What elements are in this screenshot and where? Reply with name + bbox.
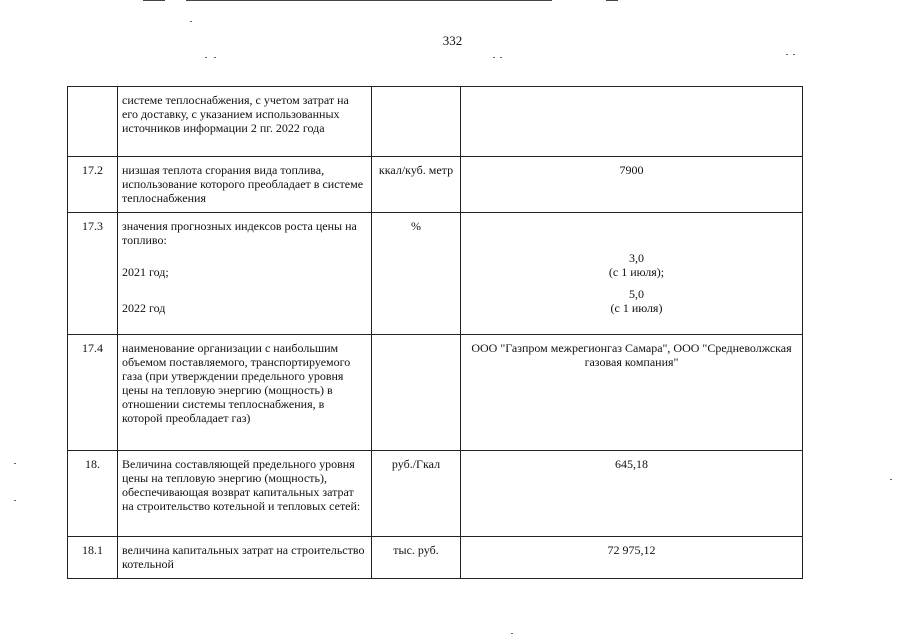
row-unit: % <box>372 213 461 335</box>
top-rule-center <box>186 0 552 1</box>
table-row <box>68 87 803 157</box>
row-unit <box>372 87 461 157</box>
spacer <box>122 247 367 265</box>
year-label: 2021 год; <box>122 265 169 279</box>
row-description <box>118 213 372 335</box>
scan-speck <box>214 57 216 58</box>
row-value <box>461 213 803 335</box>
top-rule-right <box>606 0 618 1</box>
index-note: (с 1 июля); <box>608 265 665 279</box>
page-number: 332 <box>442 33 463 48</box>
row-unit: руб./Гкал <box>372 451 461 537</box>
row-description-main: значения прогнозных индексов роста цены на топливо: <box>122 219 357 247</box>
row-value: 7900 <box>461 157 803 213</box>
row-description: системе теплоснабжения, с учетом затрат на его доставку, с указанием использованных источников информации 2 пг. 2022 года <box>118 87 372 157</box>
row-value: 645,18 <box>461 451 803 537</box>
top-rule-left <box>143 0 165 1</box>
row-number <box>68 87 118 157</box>
scan-speck <box>190 21 192 22</box>
scan-speck <box>793 54 795 55</box>
row-unit <box>372 335 461 451</box>
table-row <box>68 537 803 579</box>
scan-speck <box>511 633 513 634</box>
row-value: 72 975,12 <box>461 537 803 579</box>
spacer <box>122 279 367 301</box>
row-value: ООО "Газпром межрегионгаз Самара", ООО "Средневолжская газовая компания" <box>461 335 803 451</box>
row-unit: тыс. руб. <box>372 537 461 579</box>
scan-speck <box>14 500 16 501</box>
table-row <box>68 451 803 537</box>
row-number: 18.1 <box>68 537 118 579</box>
scan-speck <box>890 479 892 480</box>
table-row <box>68 157 803 213</box>
row-description: величина капитальных затрат на строительство котельной <box>118 537 372 579</box>
tariff-table <box>67 86 803 579</box>
row-description: низшая теплота сгорания вида топлива, использование которого преобладает в системе теплоснабжения <box>118 157 372 213</box>
spacer <box>465 279 798 287</box>
scan-speck <box>786 54 788 55</box>
row-number: 17.3 <box>68 213 118 335</box>
row-unit: ккал/куб. метр <box>372 157 461 213</box>
scan-speck <box>500 57 502 58</box>
row-value <box>461 87 803 157</box>
index-value: 3,0 <box>629 251 644 265</box>
scan-speck <box>205 57 207 58</box>
scan-speck <box>14 463 16 464</box>
table-row <box>68 335 803 451</box>
row-number: 17.4 <box>68 335 118 451</box>
row-description: наименование организации с наибольшим объемом поставляемого, транспортируемого газа (при утверждении предельного уровня цены на тепловую энергию (мощность) в отношении системы теплоснабжения, в которой преобладает газ) <box>118 335 372 451</box>
table-row <box>68 213 803 335</box>
row-number: 18. <box>68 451 118 537</box>
index-note: (с 1 июля) <box>610 301 663 315</box>
spacer <box>465 219 798 251</box>
row-number: 17.2 <box>68 157 118 213</box>
row-description: Величина составляющей предельного уровня цены на тепловую энергию (мощность), обеспечивающая возврат капитальных затрат на строительство котельной и тепловых сетей: <box>118 451 372 537</box>
year-label: 2022 год <box>122 301 166 315</box>
index-value: 5,0 <box>629 287 644 301</box>
scan-speck <box>493 57 495 58</box>
